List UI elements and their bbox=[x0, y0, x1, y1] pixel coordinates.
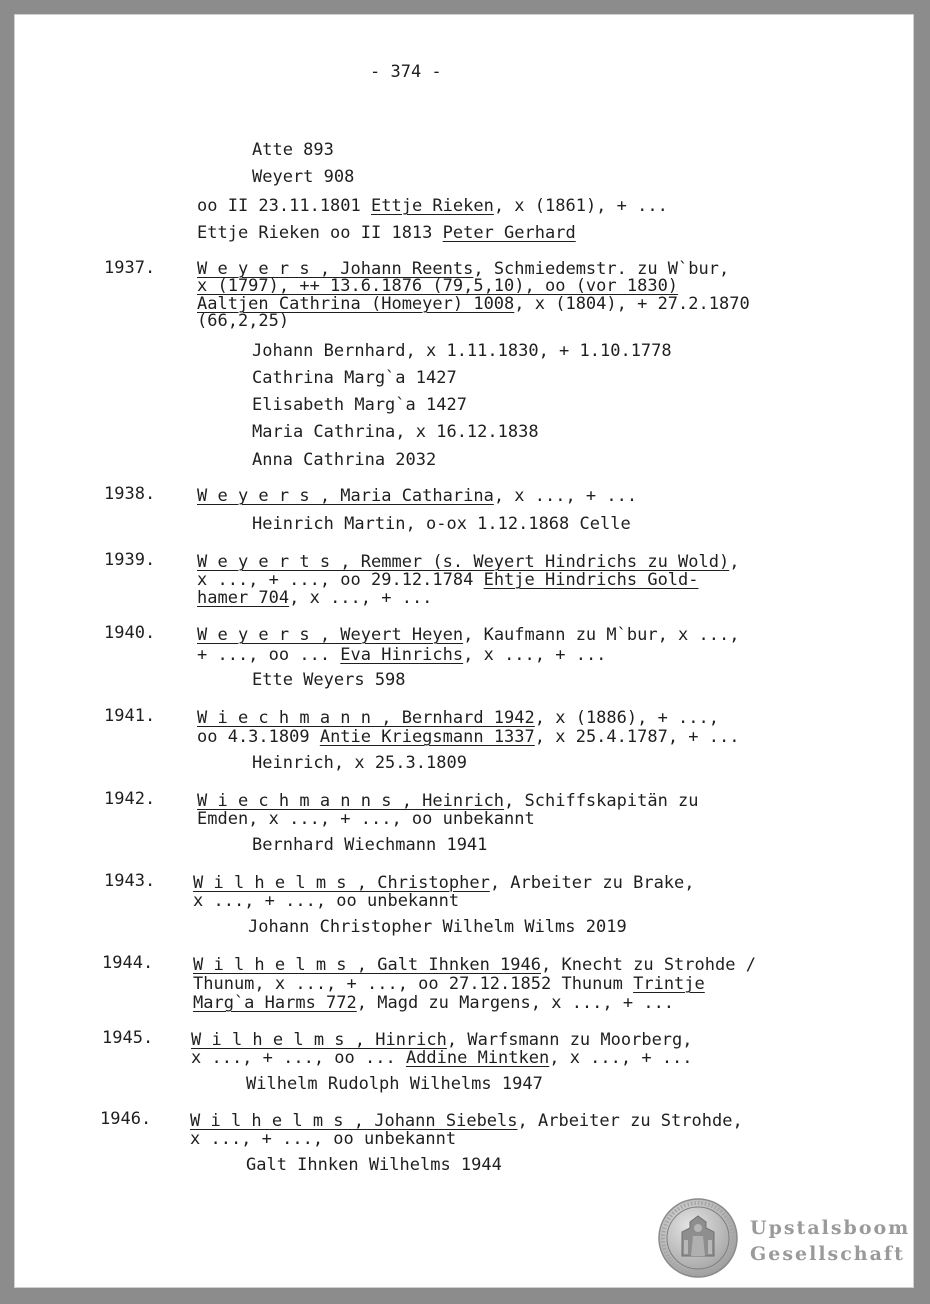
logo-text-line1: Upstalsboom bbox=[750, 1217, 911, 1239]
entry-number: 1944. bbox=[102, 953, 154, 973]
logo-text-line2: Gesellschaft bbox=[750, 1243, 905, 1265]
entry-line: Thunum, x ..., + ..., oo 27.12.1852 Thunum Trintje bbox=[193, 974, 705, 994]
child-line: Maria Cathrina, x 16.12.1838 bbox=[252, 422, 539, 442]
entry-number: 1942. bbox=[104, 789, 156, 809]
entry-number: 1940. bbox=[104, 623, 156, 643]
child-line: Galt Ihnken Wilhelms 1944 bbox=[246, 1155, 502, 1175]
entry-line: hamer 704, x ..., + ... bbox=[197, 588, 433, 608]
page-number: - 374 - bbox=[370, 62, 442, 82]
intro-line: oo II 23.11.1801 Ettje Rieken, x (1861), + ... bbox=[197, 196, 668, 216]
entry-line: x ..., + ..., oo unbekannt bbox=[190, 1129, 457, 1149]
seal-icon bbox=[658, 1198, 738, 1278]
entry-line: W i l h e l m s , Johann Siebels, Arbeiter zu Strohde, bbox=[190, 1111, 743, 1131]
entry-line: (66,2,25) bbox=[197, 311, 290, 331]
entry-line: x ..., + ..., oo 29.12.1784 Ehtje Hindrichs Gold- bbox=[197, 570, 699, 590]
entry-number: 1946. bbox=[100, 1109, 152, 1129]
entry-line: W i l h e l m s , Galt Ihnken 1946, Knecht zu Strohde / bbox=[193, 955, 756, 975]
entry-line: x (1797), ++ 13.6.1876 (79,5,10), oo (vor 1830) bbox=[197, 276, 679, 296]
entry-number: 1943. bbox=[104, 871, 156, 891]
entry-line: Aaltjen Cathrina (Homeyer) 1008, x (1804), + 27.2.1870 bbox=[197, 294, 750, 314]
entry-number: 1938. bbox=[104, 484, 156, 504]
child-line: Ette Weyers 598 bbox=[252, 670, 406, 690]
child-line: Heinrich, x 25.3.1809 bbox=[252, 753, 467, 773]
intro-line: Atte 893 bbox=[252, 140, 334, 160]
entry-line: W e y e r t s , Remmer (s. Weyert Hindrichs zu Wold), bbox=[197, 552, 740, 572]
entry-line: + ..., oo ... Eva Hinrichs, x ..., + ... bbox=[197, 645, 607, 665]
intro-line: Ettje Rieken oo II 1813 Peter Gerhard bbox=[197, 223, 576, 243]
intro-line: Weyert 908 bbox=[252, 167, 355, 187]
entry-line: W i e c h m a n n , Bernhard 1942, x (1886), + ..., bbox=[197, 708, 719, 728]
entry-line: W i l h e l m s , Christopher, Arbeiter zu Brake, bbox=[193, 873, 695, 893]
entry-line: Marg`a Harms 772, Magd zu Margens, x ..., + ... bbox=[193, 993, 675, 1013]
entry-line: x ..., + ..., oo unbekannt bbox=[193, 891, 460, 911]
child-line: Wilhelm Rudolph Wilhelms 1947 bbox=[246, 1074, 543, 1094]
child-line: Heinrich Martin, o-ox 1.12.1868 Celle bbox=[252, 514, 631, 534]
entry-number: 1945. bbox=[102, 1028, 154, 1048]
entry-number: 1939. bbox=[104, 550, 156, 570]
entry-line: W e y e r s , Maria Catharina, x ..., + ... bbox=[197, 486, 638, 506]
document-page bbox=[14, 14, 914, 1288]
entry-line: x ..., + ..., oo ... Addine Mintken, x ..., + ... bbox=[191, 1048, 693, 1068]
child-line: Cathrina Marg`a 1427 bbox=[252, 368, 457, 388]
entry-number: 1937. bbox=[104, 258, 156, 278]
entry-line: oo 4.3.1809 Antie Kriegsmann 1337, x 25.4.1787, + ... bbox=[197, 727, 740, 747]
entry-line: W e y e r s , Johann Reents, Schmiedemstr. zu W`bur, bbox=[197, 259, 730, 279]
entry-number: 1941. bbox=[104, 706, 156, 726]
child-line: Elisabeth Marg`a 1427 bbox=[252, 395, 467, 415]
entry-line: Emden, x ..., + ..., oo unbekannt bbox=[197, 809, 535, 829]
child-line: Johann Bernhard, x 1.11.1830, + 1.10.1778 bbox=[252, 341, 672, 361]
entry-line: W i e c h m a n n s , Heinrich, Schiffskapitän zu bbox=[197, 791, 699, 811]
entry-line: W i l h e l m s , Hinrich, Warfsmann zu Moorberg, bbox=[191, 1030, 693, 1050]
child-line: Bernhard Wiechmann 1941 bbox=[252, 835, 488, 855]
child-line: Anna Cathrina 2032 bbox=[252, 450, 437, 470]
child-line: Johann Christopher Wilhelm Wilms 2019 bbox=[248, 917, 627, 937]
entry-line: W e y e r s , Weyert Heyen, Kaufmann zu M`bur, x ..., bbox=[197, 625, 740, 645]
